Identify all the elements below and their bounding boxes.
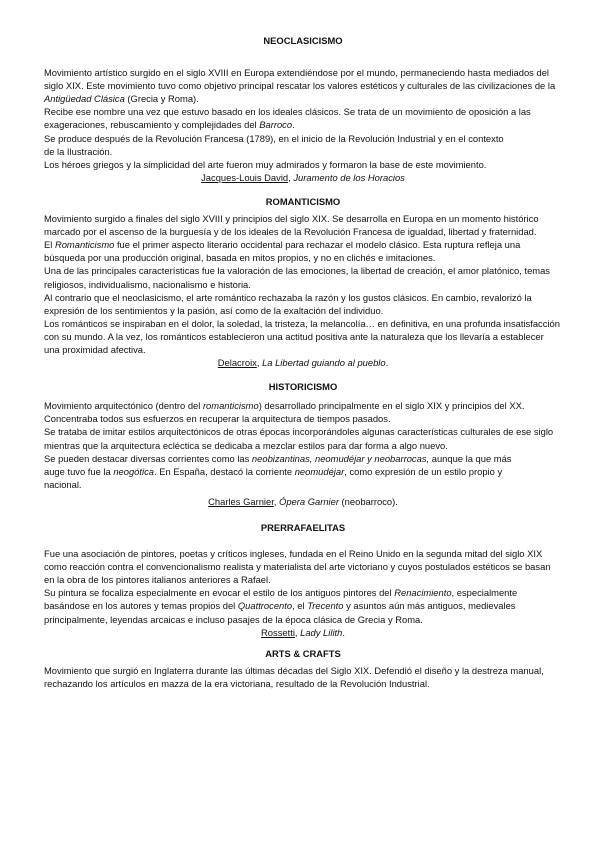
- paragraph: Una de las principales características fue la valoración de las emociones, la libertad de creación, el amor platónico, temas religiosos, individualismo, nacionalismo e historia.: [44, 265, 550, 290]
- artwork-caption: Charles Garnier, Ópera Garnier (neobarroco).: [208, 495, 398, 507]
- artist-name: Jacques-Louis David: [201, 171, 289, 183]
- paragraph: Su pintura se focaliza especialmente en evocar el estilo de los antiguos pintores del Renacimiento, especialmente basándose en los autores y temas propios del Quattrocento, el Trecento y asuntos aún más antiguos, medievales principalmente, leyendas arcaicas e incluso pasajes de la época clásica de Grecia y Roma.: [44, 587, 518, 625]
- paragraph: Se pueden destacar diversas corrientes como las neobizantinas, neomudéjar y neobarrocas, aunque la que más auge tuvo fue la neogótica. En España, destacó la corriente neomudéjar, como expresión de un estilo propio y nacional.: [44, 452, 512, 490]
- paragraph: Movimiento surgido a finales del siglo XVIII y principios del siglo XIX. Se desarrolla en Europa en un momento histórico marcado por el ascenso de la burguesía y de los ideales de la Revolución Francesa de igualdad, libertad y fraternidad.: [44, 213, 539, 238]
- paragraph: Al contrario que el neoclasicismo, el arte romántico rechazaba la razón y los gustos clásicos. En cambio, revalorizó la expresión de los sentimientos y la pasión, así como de la exaltación del individuo.: [44, 291, 532, 316]
- paragraph: Movimiento que surgió en Inglaterra durante las últimas décadas del Siglo XIX. Defendió el diseño y la destreza manual, rechazando los artículos en mazza de la era victoriana, resultado de la Revolución Industrial.: [44, 664, 544, 689]
- paragraph: Se produce después de la Revolución Francesa (1789), en el inicio de la Revolución Industrial y en el contexto de la Ilustración.: [44, 132, 504, 157]
- section-romanticismo: [44, 195, 562, 369]
- section-title: NEOCLASICISMO: [263, 35, 343, 46]
- section-historicismo: [44, 380, 562, 508]
- artist-name: Charles Garnier: [208, 495, 274, 507]
- paragraph: Movimiento arquitectónico (dentro del romanticismo) desarrollado principalmente en el siglo XIX y principios del XX. Concentraba todos sus esfuerzos en recuperar la arquitectura de tiempos pasados.: [44, 400, 525, 425]
- artist-name: Delacroix: [217, 357, 257, 369]
- section-prerrafaelitas: [44, 521, 562, 639]
- section-arts-crafts: [44, 647, 562, 690]
- paragraph: Movimiento artístico surgido en el siglo XVIII en Europa extendiéndose por el mundo, permaneciendo hasta mediados del siglo XIX. Este movimiento tuvo como objetivo principal rescatar los valores estéticos y culturales de las civilizaciones de la Antigüedad Clásica (Grecia y Roma).: [44, 67, 556, 105]
- artwork-title: La Libertad guiando al pueblo: [262, 357, 386, 369]
- section-title: HISTORICISMO: [268, 381, 338, 393]
- paragraph: El Romanticismo fue el primer aspecto literario occidental para rechazar el modelo clásico. Esta ruptura refleja una búsqueda por una producción original, basada en mitos propios, y no en clichés e imitaciones.: [44, 239, 521, 264]
- paragraph: Los héroes griegos y la simplicidad del arte fueron muy admirados y formaron la base de este movimiento.: [44, 158, 487, 170]
- section-title: ROMANTICISMO: [265, 195, 341, 207]
- artist-name: Rossetti: [261, 626, 295, 638]
- artwork-title: Lady Lilith: [300, 626, 343, 638]
- paragraph: Recibe ese nombre una vez que estuvo basado en los ideales clásicos. Se trata de un movimiento de oposición a las exageraciones, rebuscamiento y complejidades del Barroco.: [44, 106, 531, 131]
- artwork-title: Juramento de los Horacios: [293, 171, 405, 183]
- section-title: PRERRAFAELITAS: [260, 522, 346, 533]
- document-page: [44, 34, 562, 690]
- artwork-caption: Jacques-Louis David, Juramento de los Horacios: [201, 171, 405, 183]
- paragraph: Se trataba de imitar estilos arquitectónicos de otras épocas incorporándoles algunas características culturales de ese siglo mientras que la arquitectura ecléctica se dedicaba a mezclar estilos para dar forma a algo nuevo.: [44, 426, 554, 451]
- section-neoclasicismo: [44, 34, 562, 184]
- paragraph: Los románticos se inspiraban en el dolor, la soledad, la tristeza, la melancolía… en definitiva, en una profunda insatisfacción con su mundo. A la vez, los románticos establecieron una actitud positiva ante la naturaleza que los llevaría a establecer una proximidad afectiva.: [44, 317, 560, 355]
- artwork-caption: Delacroix, La Libertad guiando al pueblo.: [217, 357, 389, 369]
- artwork-caption: Rossetti, Lady Lilith.: [261, 626, 345, 638]
- section-title: ARTS & CRAFTS: [265, 647, 341, 659]
- paragraph: Fue una asociación de pintores, poetas y críticos ingleses, fundada en el Reino Unido en la segunda mitad del siglo XIX como reacción contra el convencionalismo realista y materialista del arte victoriano y cuyos postulados estéticos se basan en la obra de los pintores italianos anteriores a Rafael.: [44, 548, 551, 586]
- artwork-title: Ópera Garnier: [279, 495, 339, 507]
